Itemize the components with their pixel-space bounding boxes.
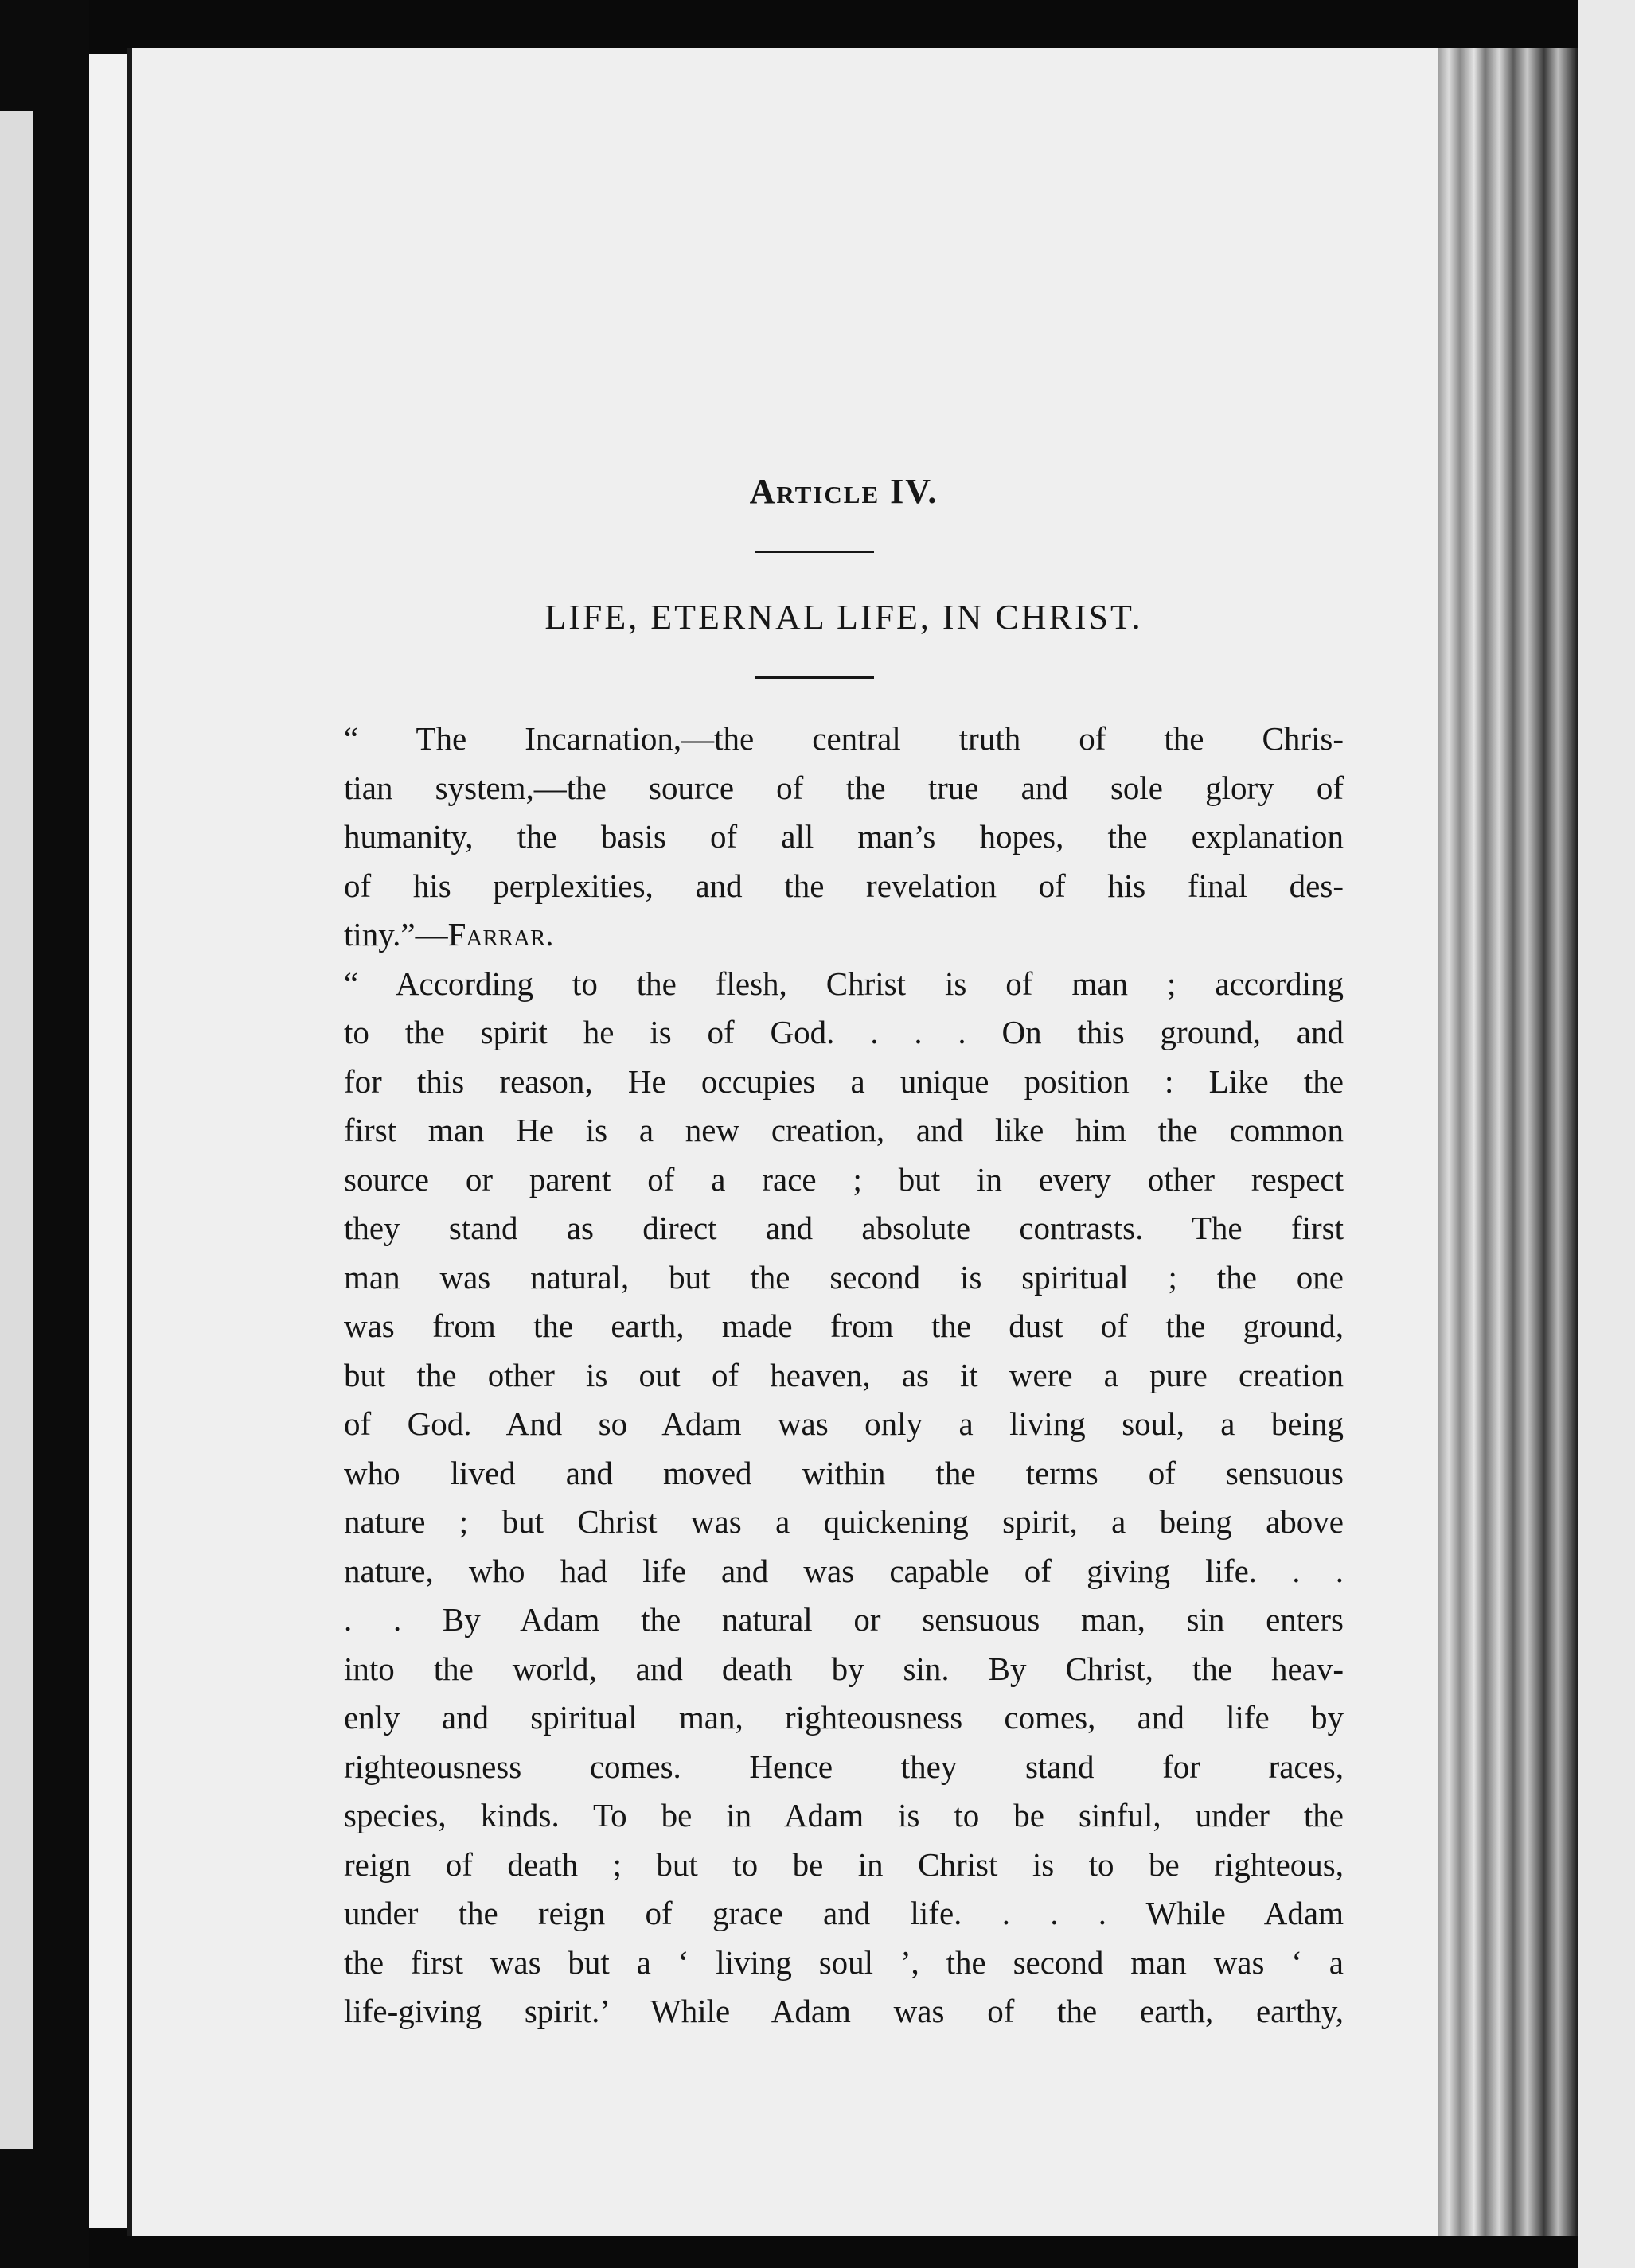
stacked-page-edges — [1438, 48, 1578, 2236]
article-body — [344, 715, 1344, 2036]
text-line: life-giving spirit.’ While Adam was of the earth, earthy, — [344, 1993, 1344, 2029]
quote-attribution: Farrar. — [447, 916, 554, 953]
text-line: to the spirit he is of God. . . . On this ground, and — [344, 1014, 1344, 1050]
text-line: . . By Adam the natural or sensuous man, sin enters — [344, 1601, 1344, 1638]
text-line: source or parent of a race ; but in every other respect — [344, 1160, 1344, 1198]
text-line: nature ; but Christ was a quickening spirit, a being above — [344, 1503, 1344, 1540]
text-line: who lived and moved within the terms of sensuous — [344, 1454, 1344, 1491]
facing-page-edge — [0, 111, 33, 2149]
text-line: enly and spiritual man, righteousness comes, and life by — [344, 1699, 1344, 1736]
text-line: tian system,—the source of the true and sole glory of — [344, 769, 1344, 806]
text-line: but the other is out of heaven, as it were a pure creation — [344, 1356, 1344, 1393]
text-line: was from the earth, made from the dust of the ground, — [344, 1307, 1344, 1344]
text-line: of his perplexities, and the revelation of his final des- — [344, 867, 1344, 904]
text-line: first man He is a new creation, and like him the common — [344, 1112, 1344, 1148]
article-label: Article IV. — [749, 472, 938, 511]
text-line: righteousness comes. Hence they stand for races, — [344, 1748, 1344, 1785]
quote-ending: tiny.”— — [344, 916, 448, 953]
text-line: into the world, and death by sin. By Christ, the heav- — [344, 1650, 1344, 1687]
quote-farrar — [344, 715, 1344, 960]
text-line: man was natural, but the second is spiritual ; the one — [344, 1258, 1344, 1296]
text-line: under the reign of grace and life. . . . While Adam — [344, 1895, 1344, 1931]
text-line: the first was but a ‘ living soul ’, the second man was ‘ a — [344, 1943, 1344, 1981]
text-line: they stand as direct and absolute contrasts. The first — [344, 1210, 1344, 1246]
scan-top-border — [89, 0, 1578, 54]
book-page — [127, 48, 1454, 2236]
text-line: humanity, the basis of all man’s hopes, the explanation — [344, 818, 1344, 855]
article-title: LIFE, ETERNAL LIFE, IN CHRIST. — [544, 598, 1143, 637]
text-line — [344, 910, 1344, 960]
text-line: “ According to the flesh, Christ is of man ; according — [344, 964, 1344, 1002]
text-line: of God. And so Adam was only a living soul, a being — [344, 1405, 1344, 1442]
text-line: “ The Incarnation,—the central truth of the Chris- — [344, 720, 1344, 757]
rule-above-title — [755, 551, 874, 553]
text-line: species, kinds. To be in Adam is to be sinful, under the — [344, 1797, 1344, 1833]
text-line: for this reason, He occupies a unique position : Like the — [344, 1062, 1344, 1100]
scan-right-border — [1578, 0, 1635, 2268]
quote-second — [344, 960, 1344, 2036]
rule-below-title — [755, 676, 874, 679]
text-line: nature, who had life and was capable of giving life. . . — [344, 1552, 1344, 1589]
text-line: reign of death ; but to be in Christ is to be righteous, — [344, 1845, 1344, 1883]
